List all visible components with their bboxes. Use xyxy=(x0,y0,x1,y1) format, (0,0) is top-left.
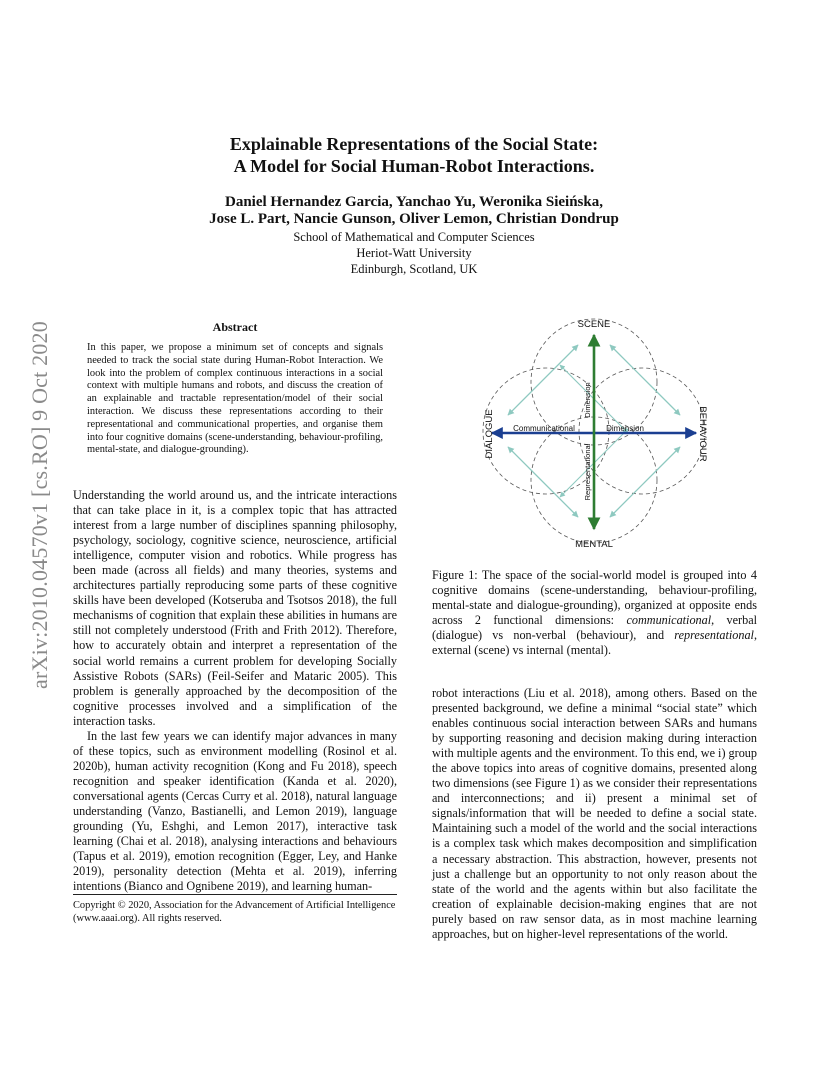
paper-title xyxy=(0,133,828,177)
affiliation xyxy=(0,229,828,277)
title-line-1: Explainable Representations of the Social State: xyxy=(229,134,599,154)
arxiv-stamp: arXiv:2010.04570v1 [cs.RO] 9 Oct 2020 xyxy=(27,321,52,689)
mental-label: MENTAL xyxy=(575,539,613,550)
caption-term-representational: representational xyxy=(674,628,754,643)
behaviour-label: BEHAVIOUR xyxy=(697,406,708,462)
diag-arrow-3 xyxy=(508,447,578,517)
diag-arrow-2 xyxy=(610,345,680,415)
caption-term-communicational: communicational xyxy=(626,613,712,628)
dialogue-label: DIALOGUE xyxy=(484,409,495,459)
communicational-label: Communicational xyxy=(513,424,575,433)
abstract-heading: Abstract xyxy=(212,320,258,334)
representational-label: Representational xyxy=(583,443,592,501)
dimension-label-vertical: Dimension xyxy=(583,382,592,418)
author-list xyxy=(0,194,828,228)
abstract-text: In this paper, we propose a minimum set of concepts and signals needed to track the social state during Human-Robot Interaction. We look into the problem of complex continuous interactions in a social context with multiple humans and robots, and discuss the creation of an explainable and tractable representation/model of their social interaction. We discuss these representations according to their representational and communicational properties, and organise them into four cognitive domains (scene-understanding, behaviour-profiling, mental-state, and dialogue-grounding). xyxy=(87,342,383,456)
intro-left-column xyxy=(73,488,397,894)
diag-arrow-1 xyxy=(508,345,578,415)
caption-tail: , external (scene) vs internal (mental). xyxy=(432,628,757,658)
authors-line-2: Jose L. Part, Nancie Gunson, Oliver Lemon, Christian Dondrup xyxy=(209,211,619,227)
copyright-notice: Copyright © 2020, Association for the Advancement of Artificial Intelligence (www.aaai.org). All rights reserved. xyxy=(73,900,396,924)
affiliation-location: Edinburgh, Scotland, UK xyxy=(350,262,478,276)
dimension-label-horizontal: Dimension xyxy=(606,424,644,433)
intro-paragraph-2: In the last few years we can identify major advances in many of these topics, such as environment modelling (Rosinol et al. 2020b), human activity recognition (Kong and Fu 2018), speech recognition and speaker identification (Kanda et al. 2020), conversational agents (Cercas Curry et al. 2018), natural language understanding (Vanzo, Bastianelli, and Lemon 2019), language grounding (Yu, Eshghi, and Lemon 2017), interactive task learning (Chai et al. 2018), analysing interactions and behaviours (Tapus et al. 2019), emotion recognition (Egger, Ley, and Hanke 2019), personality detection (Mehta et al. 2019), inferring intentions (Bianco and Ognibene 2019), and learning human- xyxy=(73,728,397,894)
intro-paragraph-3: robot interactions (Liu et al. 2018), among others. Based on the presented background, we define a minimal “social state” which enables continuous social interaction between SARs and humans by supporting reasoning and decision making during interaction with multiple agents and the environment. To this end, we i) group the above topics into areas of cognitive domains, presented along two dimensions (see Figure 1) as we consider their representations and interconnections; and ii) present a minimal set of signals/information that will be needed to define a social state. Maintaining such a model of the world and the social interactions is a complex task which makes decomposition and simplification a necessary abstraction. This abstraction, however, presents not just a challenge but an opportunity to not only reason about the state of the world and the agents within but also facilitate the creation of explainable decision-making engines that are not purely based on raw sensor data, as in most machine learning approaches, but on higher-level representations of the world. xyxy=(432,686,757,941)
affiliation-university: Heriot-Watt University xyxy=(356,246,472,260)
scene-label: SCENE xyxy=(577,319,611,330)
caption-lead: Figure 1: The space of the social-world model is grouped into 4 cognitive domains (scene-understanding, behaviour-profiling, mental-state and dialogue-grounding), organized at opposite ends across 2 functional dimensions: xyxy=(432,568,757,628)
diag-arrow-4 xyxy=(610,447,680,517)
footnote-rule xyxy=(73,894,397,895)
intro-paragraph-1: Understanding the world around us, and the intricate interactions that can take place in it, is a complex topic that has attracted interest from a large number of disciplines spanning philosophy, psychology, sociology, cognitive science, neuroscience, artificial intelligence, computer vision and robotics. While progress has been made (across all fields) and many theories, systems and architectures partially reproducing some parts of these cognitive skills have been developed (Kotseruba and Tsotsos 2018), the full mechanisms of cognition that explain these abilities in humans are still not completely understood (Frith and Frith 2012). Therefore, how to accurately obtain and interpret a representation of the social world remains a current problem for developing Socially Assistive Robots (SARs) (Feil-Seifer and Mataric 2005). This problem is generally approached by the decomposition of the cognitive processes involved and a simplification of the interaction tasks. xyxy=(73,488,397,728)
figure-caption xyxy=(432,568,757,659)
authors-line-1: Daniel Hernandez Garcia, Yanchao Yu, Weronika Sieińska, xyxy=(225,194,603,210)
caption-mid: , verbal (dialogue) vs non-verbal (behaviour), and xyxy=(432,613,758,643)
social-world-diagram xyxy=(458,305,758,567)
intro-right-column xyxy=(432,686,757,942)
title-line-2: A Model for Social Human-Robot Interactions. xyxy=(233,156,595,176)
affiliation-school: School of Mathematical and Computer Sciences xyxy=(293,230,535,244)
